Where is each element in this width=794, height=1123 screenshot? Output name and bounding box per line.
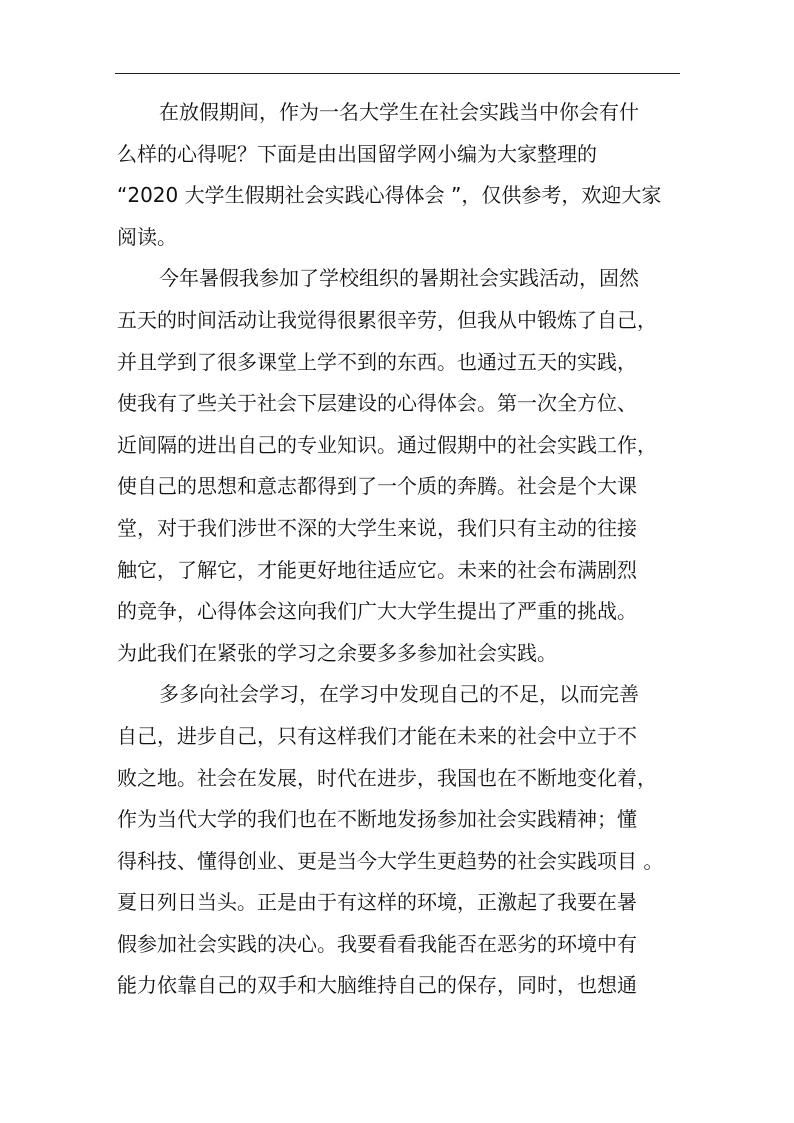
text-line: 使自己的思想和意志都得到了一个质的奔腾。社会是个大课 <box>117 474 637 499</box>
text-line: 作为当代大学的我们也在不断地发扬参加社会实践精神；懂 <box>117 807 637 832</box>
paragraph-summer-practice <box>117 258 683 674</box>
text-line: 得科技、懂得创业、更是当今大学生更趋势的社会实践项目 。 <box>117 848 664 873</box>
text-line: 使我有了些关于社会下层建设的心得体会。第一次全方位、 <box>117 391 637 416</box>
header-rule <box>115 73 680 74</box>
text-line: 近间隔的进出自己的专业知识。通过假期中的社会实践工作， <box>117 432 657 457</box>
paragraph-learn-from-society <box>117 674 683 1007</box>
text-line: 么样的心得呢？下面是由出国留学网小编为大家整理的 <box>117 141 597 166</box>
text-line: 堂，对于我们涉世不深的大学生来说，我们只有主动的往接 <box>117 515 637 540</box>
text-line: 多多向社会学习，在学习中发现自己的不足，以而完善 <box>159 682 639 707</box>
text-line: 自己，进步自己，只有这样我们才能在未来的社会中立于不 <box>117 723 637 748</box>
paragraph-intro <box>117 92 683 258</box>
text-line: “2020 大学生假期社会实践心得体会 ”，仅供参考，欢迎大家 <box>117 183 662 208</box>
text-line: 阅读。 <box>117 224 177 249</box>
text-line: 今年暑假我参加了学校组织的暑期社会实践活动，固然 <box>159 266 639 291</box>
text-line: 并且学到了很多课堂上学不到的东西。也通过五天的实践， <box>117 349 637 374</box>
text-line: 败之地。社会在发展，时代在进步，我国也在不断地变化着， <box>117 765 657 790</box>
text-line: 能力依靠自己的双手和大脑维持自己的保存，同时，也想通 <box>117 973 637 998</box>
text-line: 为此我们在紧张的学习之余要多多参加社会实践。 <box>117 640 557 665</box>
text-line: 五天的时间活动让我觉得很累很辛劳，但我从中锻炼了自己， <box>117 307 657 332</box>
text-line: 在放假期间，作为一名大学生在社会实践当中你会有什 <box>159 100 639 124</box>
text-line: 触它，了解它，才能更好地往适应它。未来的社会布满剧烈 <box>117 557 637 582</box>
text-line: 夏日列日当头。正是由于有这样的环境，正激起了我要在暑 <box>117 890 637 915</box>
document-body <box>117 92 683 1007</box>
text-line: 的竞争，心得体会这向我们广大大学生提出了严重的挑战。 <box>117 599 637 624</box>
text-line: 假参加社会实践的决心。我要看看我能否在恶劣的环境中有 <box>117 931 637 956</box>
